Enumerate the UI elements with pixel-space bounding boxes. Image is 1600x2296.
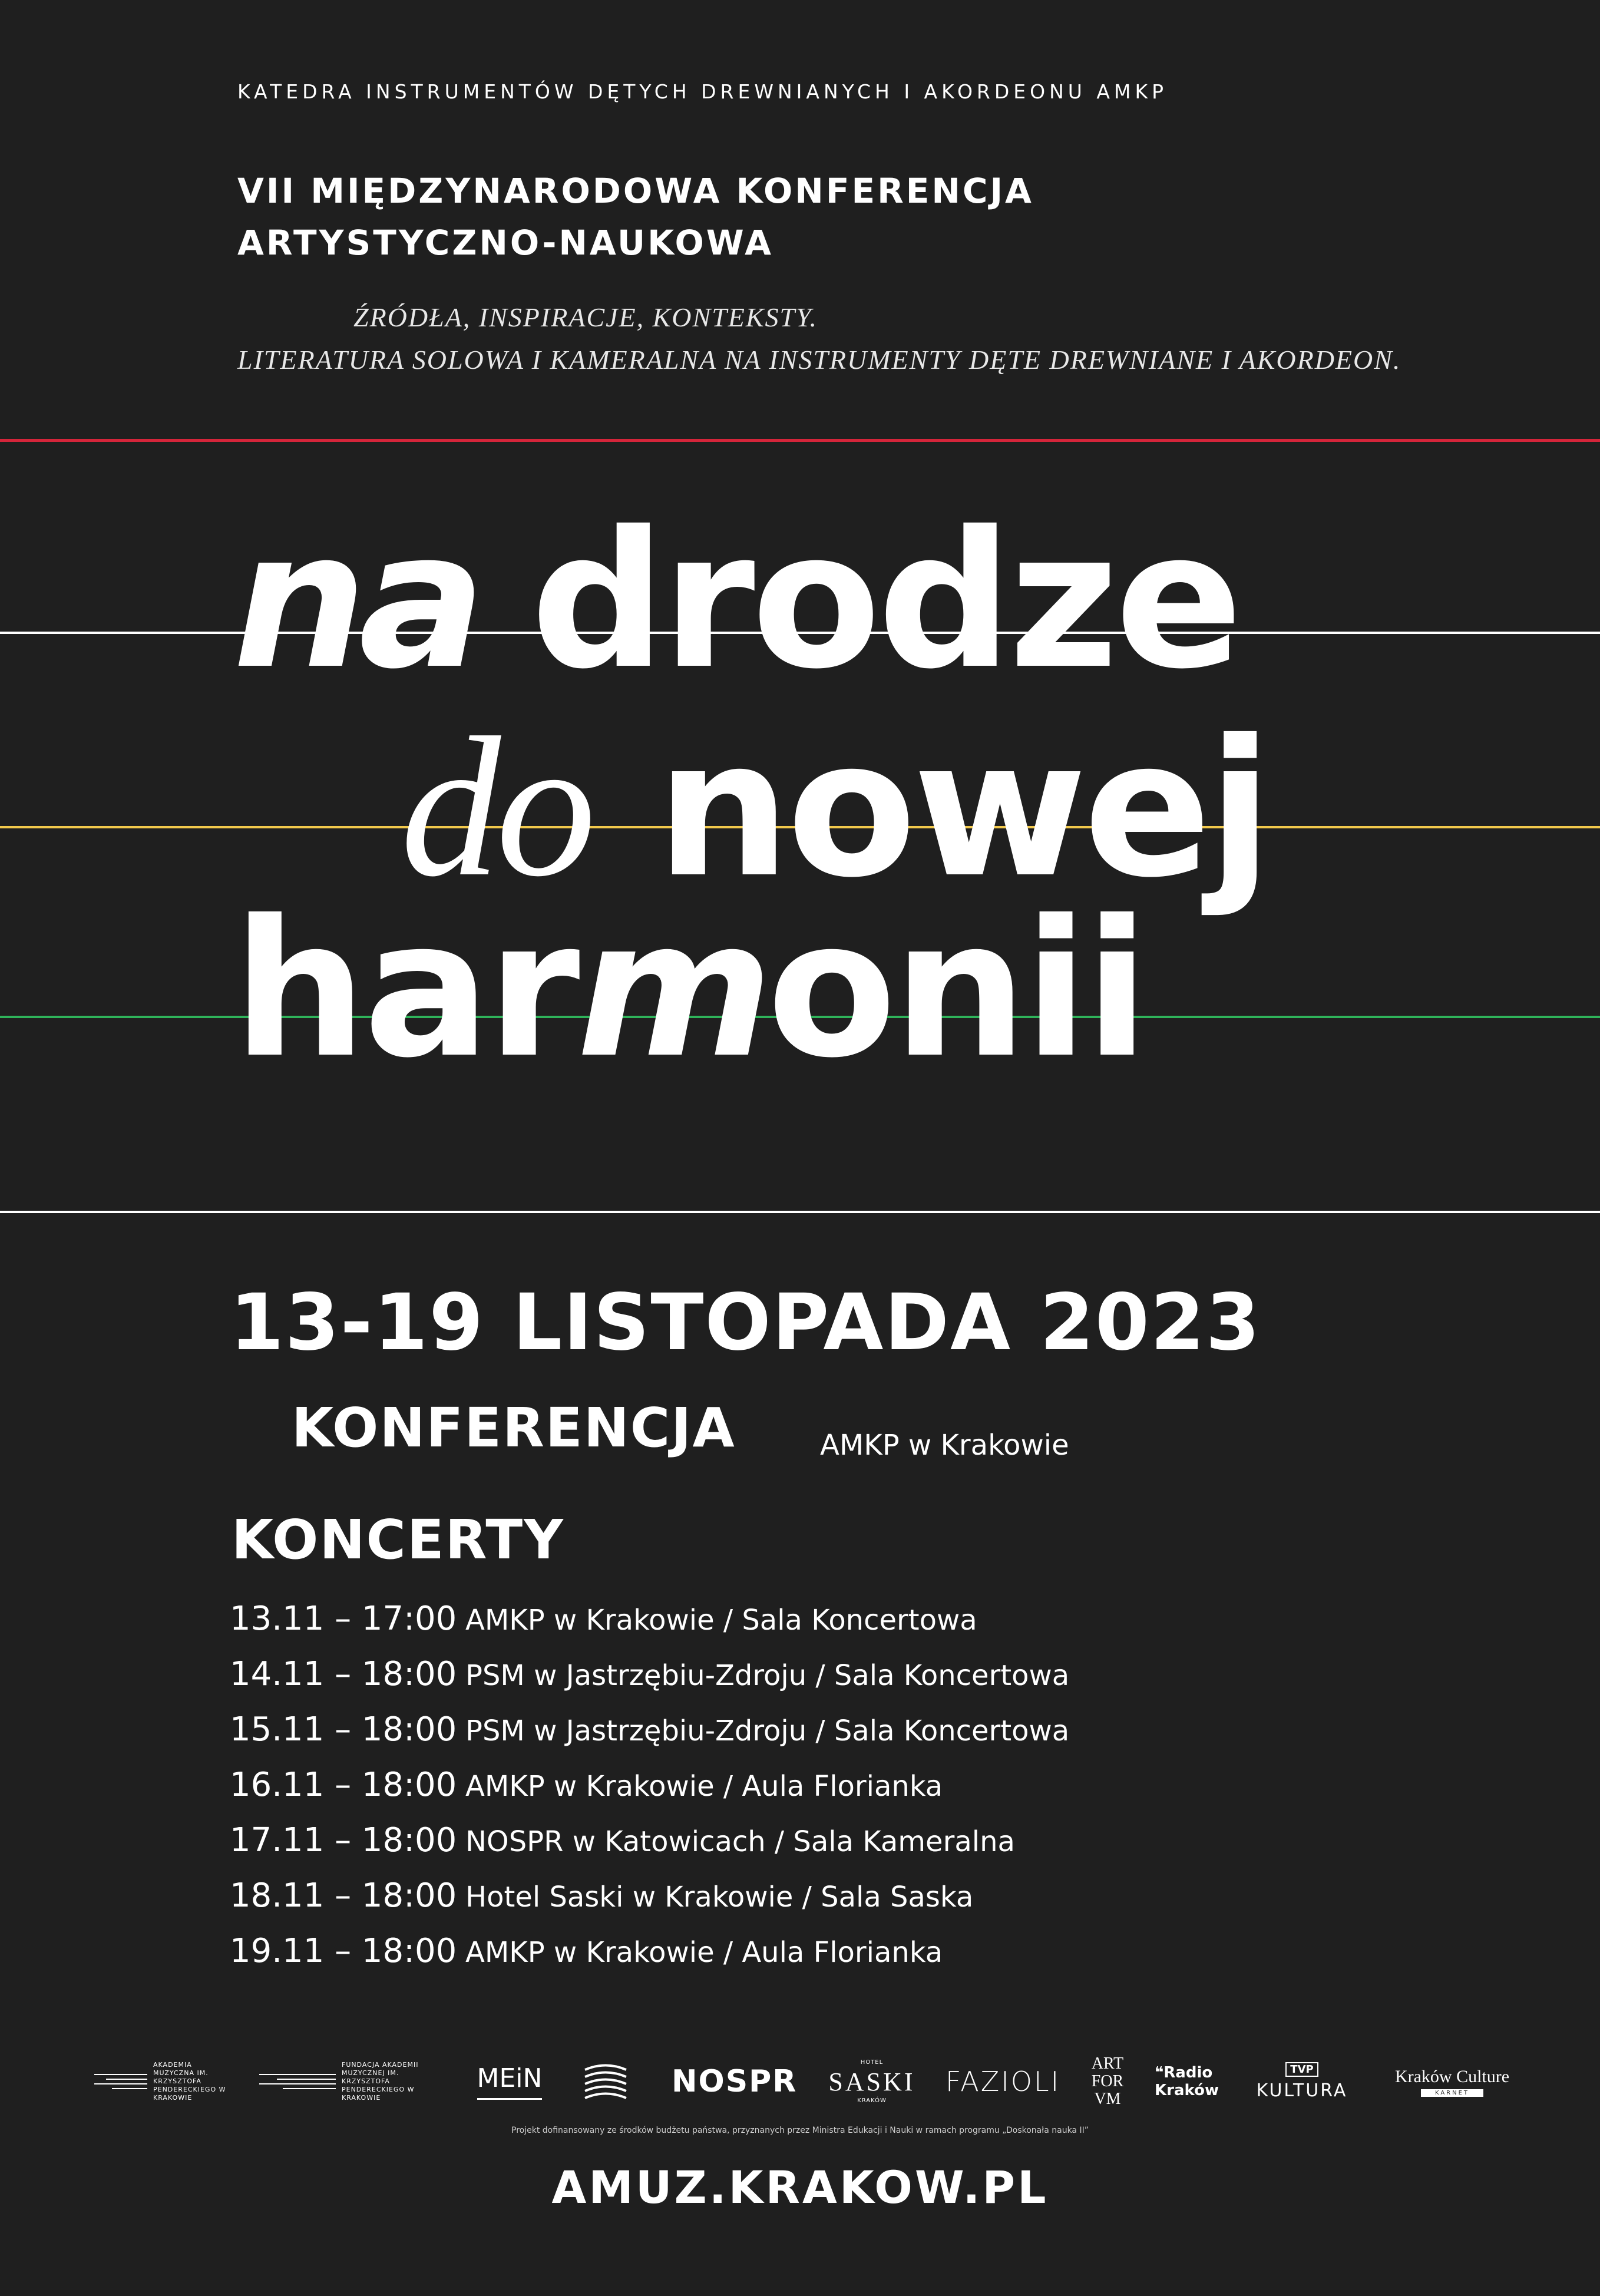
title-word-do: do bbox=[401, 696, 591, 918]
concert-row bbox=[230, 1766, 943, 1813]
mein-logo bbox=[474, 2049, 545, 2114]
concert-row bbox=[230, 1710, 1069, 1757]
hotel-saski-text: SASKI bbox=[828, 2067, 915, 2096]
concert-datetime: 17.11 – 18:00 bbox=[230, 1821, 457, 1859]
hotel-saski-city-text: KRAKÓW bbox=[857, 2097, 887, 2104]
concert-venue: AMKP w Krakowie / Aula Florianka bbox=[465, 1770, 943, 1803]
concert-venue: AMKP w Krakowie / Sala Koncertowa bbox=[465, 1604, 977, 1637]
radio-text-1: Radio bbox=[1163, 2064, 1213, 2082]
subtitle-line2: LITERATURA SOLOWA I KAMERALNA NA INSTRUMENTY DĘTE DREWNIANE I AKORDEON. bbox=[237, 345, 1401, 375]
krakow-culture-text: Kraków Culture bbox=[1394, 2066, 1510, 2086]
fundacja-logo bbox=[259, 2049, 436, 2114]
sponsor-logos bbox=[88, 2049, 1514, 2114]
concert-datetime: 14.11 – 18:00 bbox=[230, 1655, 457, 1693]
radio-text-2: Kraków bbox=[1155, 2082, 1219, 2099]
conference-title-line2: ARTYSTYCZNO-NAUKOWA bbox=[237, 223, 774, 263]
title-word-drodze: drodze bbox=[530, 491, 1239, 711]
fundacja-logo-text: FUNDACJA AKADEMII MUZYCZNEJ IM. KRZYSZTOFA PENDERECKIEGO W KRAKOWIE bbox=[342, 2061, 419, 2102]
title-word-nowej: nowej bbox=[656, 700, 1269, 919]
concert-datetime: 18.11 – 18:00 bbox=[230, 1877, 457, 1915]
white-divider-line bbox=[0, 1211, 1600, 1213]
funding-note: Projekt dofinansowany ze środków budżetu państwa, przyznanych przez Ministra Edukacji i Nauki w ramach programu „Doskonała nauka II” bbox=[511, 2126, 1089, 2135]
concert-venue: AMKP w Krakowie / Aula Florianka bbox=[465, 1936, 943, 1969]
radio-krakow-logo bbox=[1155, 2049, 1231, 2114]
mein-logo-text: MEiN bbox=[477, 2063, 543, 2093]
concert-row bbox=[230, 1821, 1015, 1868]
concert-datetime: 13.11 – 17:00 bbox=[230, 1600, 457, 1638]
kultura-text: KULTURA bbox=[1256, 2080, 1348, 2101]
subtitle-line1: ŹRÓDŁA, INSPIRACJE, KONTEKSTY. bbox=[353, 302, 818, 332]
plus-logo-icon bbox=[582, 2049, 635, 2114]
concert-venue: PSM w Jastrzębiu-Zdroju / Sala Koncertowa bbox=[465, 1714, 1070, 1747]
conference-label: KONFERENCJA bbox=[292, 1396, 736, 1459]
title-line2 bbox=[401, 696, 1269, 919]
red-divider-line bbox=[0, 439, 1600, 442]
title-line1 bbox=[233, 491, 1239, 711]
website-url[interactable]: AMUZ.KRAKOW.PL bbox=[551, 2161, 1049, 2214]
concert-datetime: 15.11 – 18:00 bbox=[230, 1710, 457, 1749]
conference-title-line1: VII MIĘDZYNARODOWA KONFERENCJA bbox=[237, 171, 1034, 211]
title-word-har: har bbox=[233, 880, 577, 1099]
tvp-kultura-logo bbox=[1258, 2049, 1346, 2114]
title-word-na: na bbox=[233, 491, 478, 711]
hotel-saski-logo bbox=[828, 2049, 916, 2114]
concert-row bbox=[230, 1600, 977, 1647]
department-name: KATEDRA INSTRUMENTÓW DĘTYCH DREWNIANYCH I AKORDEONU AMKP bbox=[237, 80, 1168, 103]
nospr-logo-text: NOSPR bbox=[672, 2064, 798, 2099]
nospr-logo bbox=[672, 2049, 801, 2114]
artforum-text-2: FOR bbox=[1091, 2072, 1124, 2090]
radio-quote-icon: ❝ bbox=[1155, 2064, 1164, 2082]
fazioli-logo bbox=[946, 2049, 1061, 2114]
event-dates: 13-19 LISTOPADA 2023 bbox=[230, 1277, 1261, 1368]
artforum-text-1: ART bbox=[1091, 2054, 1124, 2073]
artforum-logo bbox=[1087, 2049, 1128, 2114]
concert-venue: Hotel Saski w Krakowie / Sala Saska bbox=[465, 1881, 974, 1914]
artforum-text-3: VM bbox=[1094, 2090, 1121, 2108]
title-line3 bbox=[233, 880, 1146, 1099]
krakow-culture-logo bbox=[1393, 2049, 1511, 2114]
hotel-saski-small-text: HOTEL bbox=[860, 2059, 884, 2066]
amkp-logo-text: AKADEMIA MUZYCZNA IM. KRZYSZTOFA PENDERECKIEGO W KRAKOWIE bbox=[153, 2061, 226, 2102]
concert-row bbox=[230, 1932, 943, 1979]
karnet-text: KARNET bbox=[1421, 2089, 1483, 2097]
tvp-text: TVP bbox=[1285, 2062, 1318, 2077]
concert-datetime: 19.11 – 18:00 bbox=[230, 1932, 457, 1970]
concerts-label: KONCERTY bbox=[232, 1508, 564, 1571]
concert-row bbox=[230, 1655, 1069, 1702]
title-word-m: m bbox=[576, 880, 767, 1099]
title-word-onii: onii bbox=[767, 880, 1146, 1099]
concert-venue: NOSPR w Katowicach / Sala Kameralna bbox=[465, 1825, 1015, 1858]
concert-venue: PSM w Jastrzębiu-Zdroju / Sala Koncertowa bbox=[465, 1659, 1070, 1692]
concert-row bbox=[230, 1877, 973, 1924]
conference-venue: AMKP w Krakowie bbox=[820, 1429, 1069, 1462]
concert-datetime: 16.11 – 18:00 bbox=[230, 1766, 457, 1804]
amkp-logo bbox=[94, 2049, 242, 2114]
fazioli-logo-text: FAZIOLI bbox=[946, 2066, 1061, 2097]
